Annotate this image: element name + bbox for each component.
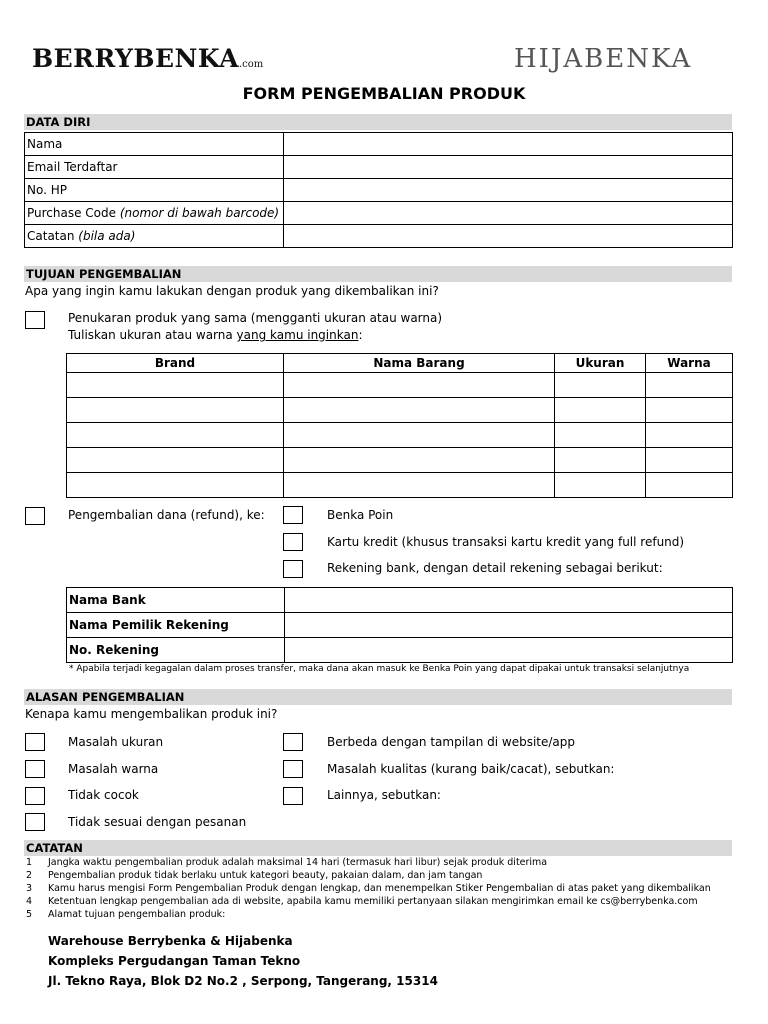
address-line: Warehouse Berrybenka & Hijabenka (48, 934, 293, 948)
refund-option-rekening-bank: Rekening bank, dengan detail rekening sebagai berikut: (327, 561, 663, 575)
logo-left-text: BERRYBENKA (32, 44, 239, 73)
row-purchase-code (25, 202, 733, 225)
col-brand: Brand (67, 354, 284, 373)
checkbox-kartu-kredit[interactable] (283, 533, 303, 551)
cell-input[interactable] (555, 373, 646, 398)
section-data-diri: DATA DIRI (24, 114, 732, 130)
catatan-item (26, 908, 746, 921)
catatan-item (26, 856, 746, 869)
input-purchase-code[interactable] (284, 202, 733, 225)
item-text: Alamat tujuan pengembalian produk: (48, 909, 226, 920)
bank-table (66, 587, 733, 663)
reason-tidak-sesuai: Tidak sesuai dengan pesanan (68, 815, 247, 829)
checkbox-masalah-warna[interactable] (25, 760, 45, 778)
checkbox-refund[interactable] (25, 507, 45, 525)
sublabel-part-a: Tuliskan ukuran atau warna (68, 328, 237, 342)
berrybenka-logo (32, 44, 263, 73)
label-text: Catatan (27, 229, 75, 243)
input-no-rekening[interactable] (285, 638, 733, 663)
exchange-header (67, 354, 733, 373)
penukaran-label: Penukaran produk yang sama (mengganti ukuran atau warna) (68, 311, 443, 325)
item-number: 1 (26, 857, 33, 868)
catatan-item (26, 895, 746, 908)
cell-input[interactable] (284, 398, 555, 423)
cell-input[interactable] (67, 373, 284, 398)
label-nama-bank: Nama Bank (67, 588, 285, 613)
cell-input[interactable] (67, 423, 284, 448)
sublabel-part-c: : (358, 328, 363, 342)
exchange-row (67, 448, 733, 473)
reason-masalah-warna: Masalah warna (68, 762, 159, 776)
label-text: No. HP (27, 183, 67, 197)
item-text: Kamu harus mengisi Form Pengembalian Produk dengan lengkap, dan menempelkan Stiker Pengembalian di atas paket yang dikembalikan (48, 883, 711, 894)
col-ukuran: Ukuran (555, 354, 646, 373)
row-nama-pemilik (67, 613, 733, 638)
item-number: 2 (26, 870, 33, 881)
data-diri-table (24, 132, 733, 248)
label-hint: (bila ada) (78, 229, 136, 243)
label-text: Nama (27, 137, 63, 151)
exchange-row (67, 473, 733, 498)
refund-option-benka-poin: Benka Poin (327, 508, 394, 522)
label-hp (25, 179, 284, 202)
item-text: Pengembalian produk tidak berlaku untuk kategori beauty, pakaian dalam, dan jam tangan (48, 870, 483, 881)
cell-input[interactable] (555, 448, 646, 473)
exchange-table (66, 353, 733, 498)
bank-note: * Apabila terjadi kegagalan dalam proses transfer, maka dana akan masuk ke Benka Poin yang dapat dipakai untuk transaksi selanjutnya (69, 664, 690, 674)
cell-input[interactable] (284, 448, 555, 473)
row-email (25, 156, 733, 179)
form-title: FORM PENGEMBALIAN PRODUK (242, 84, 526, 103)
hijabenka-logo: HIJABENKA (514, 44, 693, 74)
cell-input[interactable] (646, 473, 733, 498)
item-text: Jangka waktu pengembalian produk adalah maksimal 14 hari (termasuk hari libur) sejak produk diterima (48, 857, 548, 868)
reason-masalah-ukuran: Masalah ukuran (68, 735, 164, 749)
exchange-row (67, 423, 733, 448)
row-nama-bank (67, 588, 733, 613)
input-email[interactable] (284, 156, 733, 179)
cell-input[interactable] (284, 373, 555, 398)
cell-input[interactable] (284, 473, 555, 498)
reason-tidak-cocok: Tidak cocok (68, 788, 139, 802)
label-nama (25, 133, 284, 156)
cell-input[interactable] (646, 373, 733, 398)
checkbox-rekening-bank[interactable] (283, 560, 303, 578)
input-hp[interactable] (284, 179, 733, 202)
return-address (48, 931, 438, 991)
refund-option-kartu-kredit: Kartu kredit (khusus transaksi kartu kredit yang full refund) (327, 535, 685, 549)
catatan-item (26, 869, 746, 882)
cell-input[interactable] (646, 448, 733, 473)
checkbox-masalah-kualitas[interactable] (283, 760, 303, 778)
item-text: Ketentuan lengkap pengembalian ada di website, apabila kamu memiliki pertanyaan silakan mengirimkan email ke cs@berrybenka.com (48, 896, 698, 907)
catatan-list (26, 856, 746, 921)
input-nama[interactable] (284, 133, 733, 156)
label-catatan (25, 225, 284, 248)
checkbox-masalah-ukuran[interactable] (25, 733, 45, 751)
reason-berbeda-tampilan: Berbeda dengan tampilan di website/app (327, 735, 576, 749)
checkbox-penukaran[interactable] (25, 311, 45, 329)
item-number: 5 (26, 909, 33, 920)
input-catatan[interactable] (284, 225, 733, 248)
cell-input[interactable] (67, 473, 284, 498)
exchange-row (67, 373, 733, 398)
reason-lainnya: Lainnya, sebutkan: (327, 788, 441, 802)
col-nama-barang: Nama Barang (284, 354, 555, 373)
item-number: 3 (26, 883, 33, 894)
address-line: Jl. Tekno Raya, Blok D2 No.2 , Serpong, Tangerang, 15314 (48, 974, 438, 988)
label-text: Email Terdaftar (27, 160, 118, 174)
section-alasan: ALASAN PENGEMBALIAN (24, 689, 732, 705)
row-nama (25, 133, 733, 156)
cell-input[interactable] (555, 423, 646, 448)
address-line: Kompleks Pergudangan Taman Tekno (48, 954, 301, 968)
section-catatan: CATATAN (24, 840, 732, 856)
reason-masalah-kualitas: Masalah kualitas (kurang baik/cacat), sebutkan: (327, 762, 615, 776)
cell-input[interactable] (555, 473, 646, 498)
checkbox-benka-poin[interactable] (283, 506, 303, 524)
cell-input[interactable] (284, 423, 555, 448)
logo-left-suffix: .com (238, 59, 264, 70)
cell-input[interactable] (555, 398, 646, 423)
label-email (25, 156, 284, 179)
exchange-row (67, 398, 733, 423)
tujuan-question: Apa yang ingin kamu lakukan dengan produk yang dikembalikan ini? (25, 284, 439, 298)
sublabel-part-b: yang kamu inginkan (236, 328, 359, 342)
checkbox-lainnya[interactable] (283, 787, 303, 805)
cell-input[interactable] (646, 423, 733, 448)
alasan-question: Kenapa kamu mengembalikan produk ini? (25, 707, 278, 721)
label-text: Purchase Code (27, 206, 117, 220)
cell-input[interactable] (646, 398, 733, 423)
row-catatan (25, 225, 733, 248)
section-tujuan: TUJUAN PENGEMBALIAN (24, 266, 732, 282)
checkbox-tidak-sesuai[interactable] (25, 813, 45, 831)
row-hp (25, 179, 733, 202)
penukaran-sublabel (68, 328, 362, 342)
row-no-rekening (67, 638, 733, 663)
label-nama-pemilik: Nama Pemilik Rekening (67, 613, 285, 638)
input-nama-bank[interactable] (285, 588, 733, 613)
cell-input[interactable] (67, 398, 284, 423)
input-nama-pemilik[interactable] (285, 613, 733, 638)
catatan-item (26, 882, 746, 895)
checkbox-tidak-cocok[interactable] (25, 787, 45, 805)
cell-input[interactable] (67, 448, 284, 473)
checkbox-berbeda-tampilan[interactable] (283, 733, 303, 751)
label-purchase-code (25, 202, 284, 225)
col-warna: Warna (646, 354, 733, 373)
item-number: 4 (26, 896, 33, 907)
label-no-rekening: No. Rekening (67, 638, 285, 663)
label-hint: (nomor di bawah barcode) (119, 206, 280, 220)
refund-label: Pengembalian dana (refund), ke: (68, 508, 265, 522)
